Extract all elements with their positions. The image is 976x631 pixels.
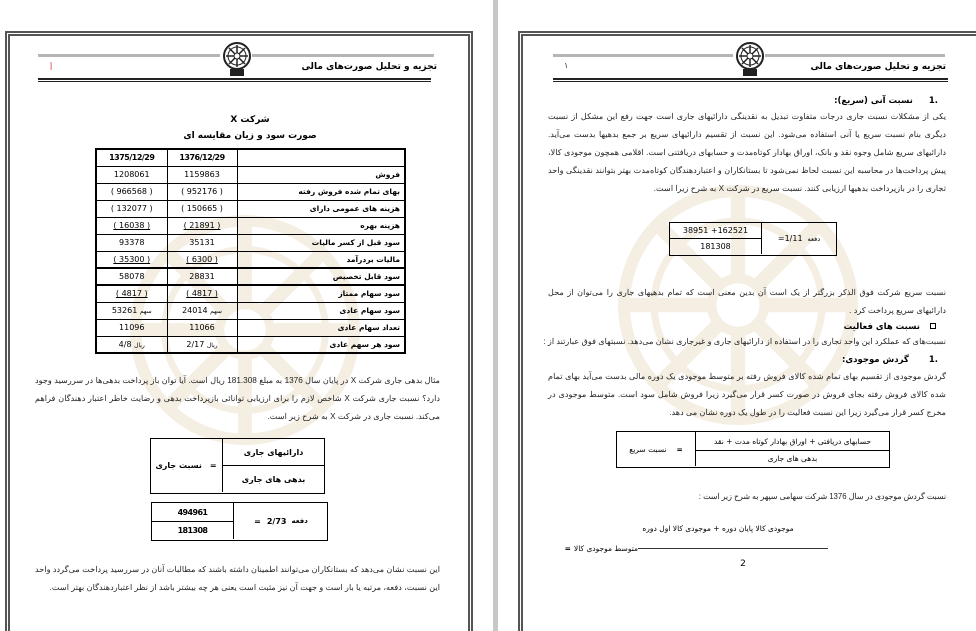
value-cell [167, 166, 237, 183]
paragraph: یکی از مشکلات نسبت جاری درجات متفاوت تبدیل به نقدینگی دارائیهای جاری است جهت رفع این مشکل از نسبت دیگری بنام نسبت سریع یا آنی استفاده می‌شود. این نسبت از تقسیم دارائیهای سریع بر جمع بدهیها بدست می‌آید. دارائیهای سریع شامل وجوه نقد و بانک، اوراق بهادار کوتاه‌مدت و حسابهای دریافتنی است. اقلامی همچون موجودی کالا، پیش پرداخت‌ها در محاسبه این نسبت لحاظ نمی‌شود تا بستانکاران و اعتباردهندگان کوتاه‌مدت بهتر بتوانند نقدینگی واحد تجاری را در بازپرداخت بدهیها ارزیابی کنند. نسبت سریع در شرکت X به شرح زیرا است. [548, 112, 946, 193]
value-cell [167, 183, 237, 200]
paragraph: گردش موجودی از تقسیم بهای تمام شده کالای فروش رفته بر متوسط موجودی یک دوره مالی بدست می‌آید بهای تمام شده کالای فروش رفته بجای فروش در صورت کسر قرار می‌گیرد زیرا فروش شامل سود است. متوسط موجودی در مخرج کسر قرار می‌گیرد زیرا این نسبت فعالیت را در طول یک دوره نشان می دهد. [548, 372, 946, 417]
formula-denominator: بدهی های جاری [695, 451, 889, 466]
value-cell [167, 251, 237, 268]
avg-numerator: موجودی کالا پایان دوره + موجودی کالا اول دوره [642, 523, 794, 533]
calc-denominator: 181308 [670, 239, 762, 254]
table-row [96, 285, 405, 302]
result-value: 2/73 [266, 516, 287, 526]
table-row [96, 183, 405, 200]
cell-value: 35131 [189, 238, 215, 247]
paragraph: نسبت گردش موجودی در سال 1376 شرکت سهامی سپهر به شرح زیر است : [698, 492, 946, 501]
calc-denominator: 181308 [152, 522, 234, 539]
value-cell [167, 285, 237, 302]
row-label: هزینه های عمومی دارای [237, 200, 405, 217]
bullet-text: نسبت های فعالیت [843, 322, 920, 332]
cell-value: ( 4817 ) [115, 289, 148, 299]
cell-value: ( 4817 ) [186, 289, 218, 299]
cell-value: ( 132077 ) [110, 204, 153, 213]
value-cell [167, 336, 237, 353]
row-label: سود سهام ممتاز [237, 285, 405, 302]
equals-sign: = [676, 444, 683, 454]
value-cell [96, 234, 167, 251]
unit-label: ریال [134, 341, 145, 349]
section-heading [842, 355, 938, 365]
value-cell [167, 200, 237, 217]
quick-ratio-formula [616, 431, 890, 468]
value-cell [167, 319, 237, 336]
value-cell [96, 251, 167, 268]
header-double-rule [553, 78, 948, 82]
cell-value: ( 952176 ) [181, 187, 223, 196]
avg-label [538, 541, 638, 555]
table-row [96, 302, 405, 319]
bullet-heading [844, 322, 936, 332]
calc-result [762, 223, 836, 254]
value-cell [167, 234, 237, 251]
paragraph: این نسبت نشان می‌دهد که بستانکاران می‌توانند اطمینان داشته باشند که مطالبات آنان در سررسید پرداخت می‌گردد واحد این نسبت، دفعه، مرتبه یا بار است و جهت آن نیز مثبت است یعنی هر چه بیشتر باشد از نظر اعتباردهندگان بهتر است. [35, 565, 440, 592]
paragraph: نسبت سریع شرکت فوق الذکر بزرگتر از یک است آن بدین معنی است که تمام بدهیهای جاری را می‌توان از محل دارائیهای سریع پرداخت کرد . [548, 288, 946, 315]
current-ratio-calc [151, 502, 328, 541]
row-label: سود سهام عادی [237, 302, 405, 319]
calc-numerator: 38951 +162521 [670, 223, 762, 239]
cell-value: ( 6300 ) [186, 254, 218, 264]
cell-value: ( 150665 ) [181, 204, 223, 213]
table-row [96, 166, 405, 183]
value-cell [96, 166, 167, 183]
formula-denominator: بدهی های جاری [222, 466, 324, 492]
header-title: تجزیه و تحلیل صورت‌های مالی [301, 62, 437, 72]
value-cell [96, 319, 167, 336]
formula-name [617, 432, 695, 466]
cell-value: 58078 [119, 272, 145, 281]
cell-value: ( 21891 ) [183, 221, 221, 230]
cell-value: 1208061 [113, 170, 150, 179]
value-cell [167, 302, 237, 319]
page-number: ١ [564, 61, 569, 70]
table-row [96, 319, 405, 336]
cell-value: 11096 [119, 323, 145, 332]
table-row [96, 251, 405, 268]
formula-label: نسبت سریع [629, 444, 667, 454]
row-label: سود هر سهم عادی [237, 336, 405, 353]
page-number: أ [50, 63, 53, 72]
column-header: 1375/12/29 [96, 149, 167, 166]
cell-value: 24014 [182, 306, 208, 315]
equals-sign: = [209, 461, 217, 470]
section-heading [834, 96, 938, 106]
unit-label: دفعه [807, 234, 821, 243]
cell-value: 28831 [189, 272, 215, 281]
heading-number: 1. [928, 355, 938, 365]
cell-value: 53261 [111, 306, 138, 315]
table-row [96, 234, 405, 251]
unit-label: سهم [210, 308, 222, 315]
checkbox-bullet-icon [930, 323, 936, 329]
header-rule [38, 54, 220, 57]
quick-ratio-calc [669, 222, 837, 256]
calc-numerator: 494961 [152, 503, 234, 522]
column-header: 1376/12/29 [167, 149, 237, 166]
formula-label: نسبت جاری [155, 461, 202, 470]
table-row [96, 217, 405, 234]
unit-label: دفعه [291, 517, 308, 525]
value-cell [96, 200, 167, 217]
avg-denominator: 2 [740, 559, 746, 569]
cell-value: 93378 [119, 238, 145, 247]
heading-text: نسبت آنی (سریع): [834, 96, 913, 106]
formula-numerator: دارائیهای جاری [222, 439, 324, 466]
row-label: فروش [237, 166, 405, 183]
logo-icon [735, 41, 765, 77]
cell-value: 4/8 [118, 339, 132, 349]
table-row [96, 336, 405, 353]
value-cell [96, 217, 167, 234]
value-cell [96, 268, 167, 285]
header-double-rule [38, 78, 431, 82]
row-label: تعداد سهام عادی [237, 319, 405, 336]
header-rule [252, 54, 434, 57]
cell-value: 2/17 [186, 339, 205, 349]
row-label: سود قابل تخصیص [237, 268, 405, 285]
value-cell [96, 285, 167, 302]
income-statement-table [95, 148, 406, 354]
heading-number: 1. [928, 96, 938, 106]
header-rule [553, 54, 733, 57]
value-cell [96, 183, 167, 200]
equals-sign: = [564, 543, 571, 553]
row-label: هزینه بهره [237, 217, 405, 234]
equals-sign: = [254, 516, 261, 526]
value-cell [167, 217, 237, 234]
document-page-right [498, 0, 976, 631]
header-rule [765, 54, 945, 57]
current-ratio-formula [150, 438, 325, 494]
formula-numerator: حسابهای دریافتی + اوراق بهادار کوتاه مدت + نقد [695, 432, 889, 451]
header-title: تجزیه و تحلیل صورت‌های مالی [810, 62, 946, 72]
value-cell [96, 336, 167, 353]
table-row [96, 268, 405, 285]
logo-icon [222, 41, 252, 77]
fraction-line [638, 548, 828, 549]
statement-title: صورت سود و زیان مقایسه ای [183, 131, 317, 141]
value-cell [167, 268, 237, 285]
formula-name [151, 439, 221, 492]
cell-value: 11066 [189, 323, 215, 332]
heading-text: گردش موجودی: [841, 355, 909, 365]
cell-value: 1159863 [184, 170, 220, 179]
value-cell [96, 302, 167, 319]
result-value: =1/11 [777, 234, 803, 243]
unit-label: سهم [139, 308, 152, 315]
row-label: مالیات بردرآمد [237, 251, 405, 268]
avg-label-text: متوسط موجودی کالا [573, 543, 638, 553]
table-row [96, 200, 405, 217]
row-label: بهای تمام شده فروش رفته [237, 183, 405, 200]
paragraph: نسبت‌های که عملکرد این واحد تجاری را در استفاده از دارائیهای جاری و غیرجاری نشان می‌دهد. نسبتهای فوق عبارتند از : [543, 337, 946, 346]
cell-value: ( 35300 ) [113, 254, 151, 264]
row-label: سود قبل از کسر مالیات [237, 234, 405, 251]
cell-value: ( 966568 ) [110, 187, 153, 196]
column-header [237, 149, 405, 166]
company-name: شرکت X [230, 115, 270, 125]
paragraph: مثال بدهی جاری شرکت X در پایان سال 1376 به مبلغ 181.308 ریال است. آیا توان باز پرداخت بدهی‌ها در سررسید وجود دارد؟ نسبت جاری شرکت X شاخص لازم را برای ارزیابی توانائی بازپرداخت بدهی و رضایت خاطر اعتبار دهندگان فراهم می‌کند. نسبت جاری در شرکت X به شرح زیر است. [35, 376, 440, 421]
cell-value: ( 16038 ) [113, 221, 151, 230]
unit-label: ریال [206, 341, 218, 349]
calc-result [235, 503, 327, 539]
